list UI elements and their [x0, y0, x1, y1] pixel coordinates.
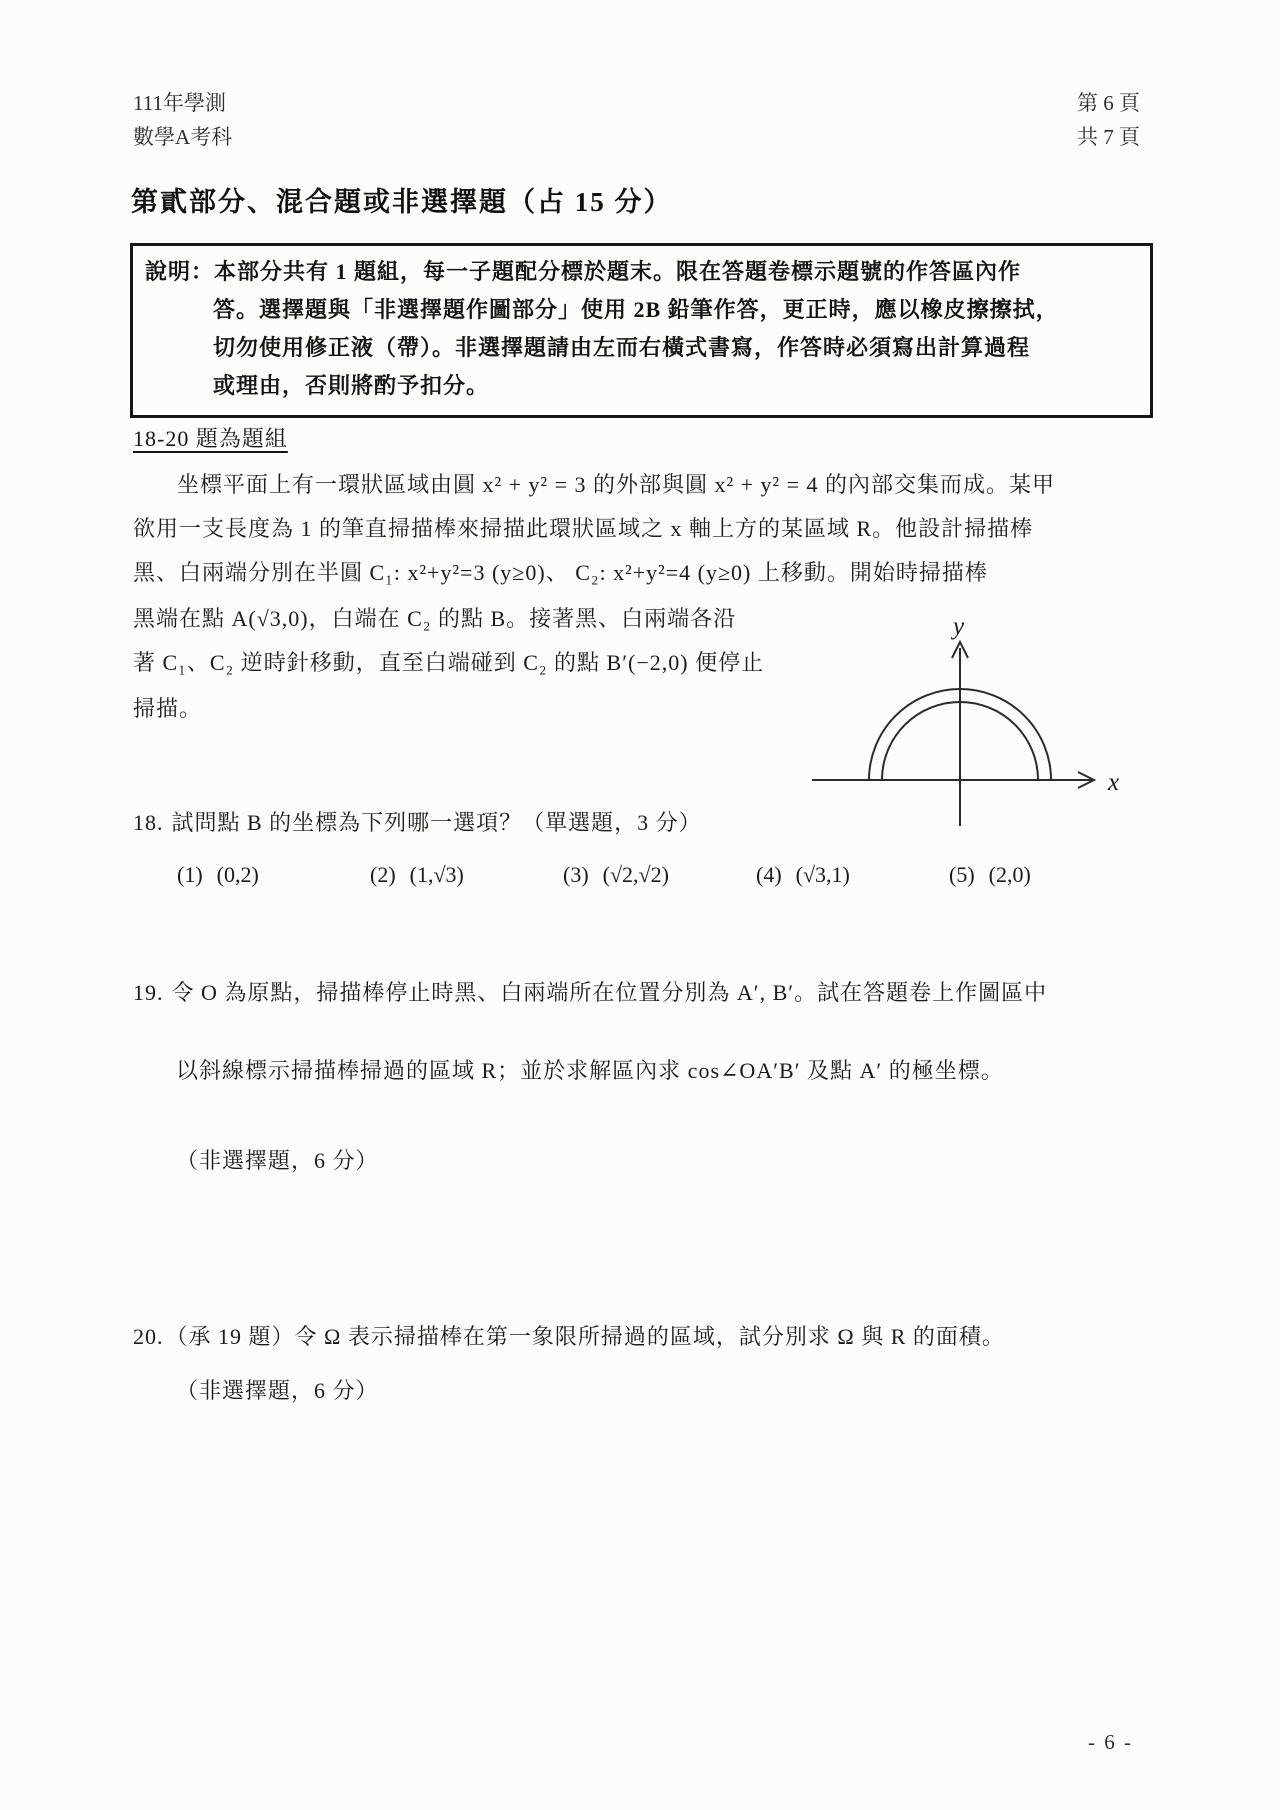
- question-19-line3: （非選擇題，6 分）: [176, 1148, 379, 1173]
- question-20-line1: （承 19 題）令 Ω 表示掃描棒在第一象限所掃過的區域，試分別求 Ω 與 R 的面積。: [165, 1324, 1005, 1349]
- page-number-label: 第 6 頁: [1077, 91, 1140, 115]
- question-19-line1: 令 O 為原點，掃描棒停止時黑、白兩端所在位置分別為 A′, B′。試在答題卷上作圖區中: [171, 980, 1048, 1005]
- option-4-number: (4): [756, 862, 782, 887]
- option-1-value: (0,2): [216, 862, 259, 887]
- instruction-box: [130, 243, 1153, 418]
- question-19: [133, 976, 1047, 1007]
- option-2-number: (2): [370, 862, 396, 887]
- header-right: [1077, 86, 1140, 154]
- option-4: [756, 862, 850, 888]
- x-axis-label: x: [1108, 769, 1120, 796]
- exam-year-label: 111年學測: [133, 91, 226, 115]
- option-1-number: (1): [177, 862, 203, 887]
- question-group-heading: 18-20 題為題組: [133, 426, 288, 451]
- question-19-line2: 以斜線標示掃描棒掃過的區域 R；並於求解區內求 cos∠OA′B′ 及點 A′ 的極坐標。: [176, 1058, 1004, 1083]
- option-1: [177, 862, 259, 888]
- question-20: [133, 1320, 1005, 1351]
- option-5-number: (5): [949, 862, 975, 887]
- instruction-line: 或理由，否則將酌予扣分。: [213, 373, 490, 398]
- paragraph-line: 欲用一支長度為 1 的筆直掃描棒來掃描此環狀區域之 x 軸上方的某區域 R。他設計掃描棒: [133, 516, 1034, 541]
- option-5: [949, 862, 1031, 888]
- question-20-line2: （非選擇題，6 分）: [176, 1378, 379, 1403]
- paragraph-line: 著 C₁、C₂ 逆時針移動，直至白端碰到 C₂ 的點 B′(−2,0) 便停止: [133, 650, 765, 675]
- option-4-value: (√3,1): [795, 862, 850, 887]
- total-pages-label: 共 7 頁: [1077, 125, 1140, 149]
- paragraph-line: 黑、白兩端分別在半圓 C₁: x²+y²=3 (y≥0)、 C₂: x²+y²=4 (y≥0) 上移動。開始時掃描棒: [133, 560, 988, 585]
- axes-and-semicircles: [790, 598, 1150, 838]
- question-19-number: 19.: [133, 980, 164, 1005]
- paragraph-line: 坐標平面上有一環狀區域由圓 x² + y² = 3 的外部與圓 x² + y² = 4 的內部交集而成。某甲: [177, 472, 1056, 497]
- option-5-value: (2,0): [988, 862, 1031, 887]
- footer-page-number: - 6 -: [1088, 1730, 1133, 1754]
- y-axis-label: y: [953, 613, 965, 640]
- question-18-text: 試問點 B 的坐標為下列哪一選項？（單選題，3 分）: [171, 810, 702, 835]
- instruction-line: 切勿使用修正液（帶）。非選擇題請由左而右橫式書寫，作答時必須寫出計算過程: [213, 335, 1031, 360]
- header-left: [133, 86, 232, 154]
- semicircle-diagram: [790, 598, 1150, 838]
- subject-label: 數學A考科: [133, 125, 233, 149]
- instruction-line: 說明：本部分共有 1 題組，每一子題配分標於題末。限在答題卷標示題號的作答區內作: [145, 259, 1022, 284]
- question-18: [133, 806, 702, 837]
- instruction-line: 答。選擇題與「非選擇題作圖部分」使用 2B 鉛筆作答，更正時，應以橡皮擦擦拭，: [213, 297, 1059, 322]
- option-2-value: (1,√3): [409, 862, 464, 887]
- question-20-number: 20.: [133, 1324, 164, 1349]
- paragraph-line: 黑端在點 A(√3,0)，白端在 C₂ 的點 B。接著黑、白兩端各沿: [133, 606, 737, 631]
- option-3-number: (3): [563, 862, 589, 887]
- option-3-value: (√2,√2): [602, 862, 669, 887]
- option-2: [370, 862, 464, 888]
- question-18-number: 18.: [133, 810, 164, 835]
- section-title: 第貳部分、混合題或非選擇題（占 15 分）: [131, 187, 673, 217]
- paragraph-line: 掃描。: [133, 696, 203, 721]
- option-3: [563, 862, 669, 888]
